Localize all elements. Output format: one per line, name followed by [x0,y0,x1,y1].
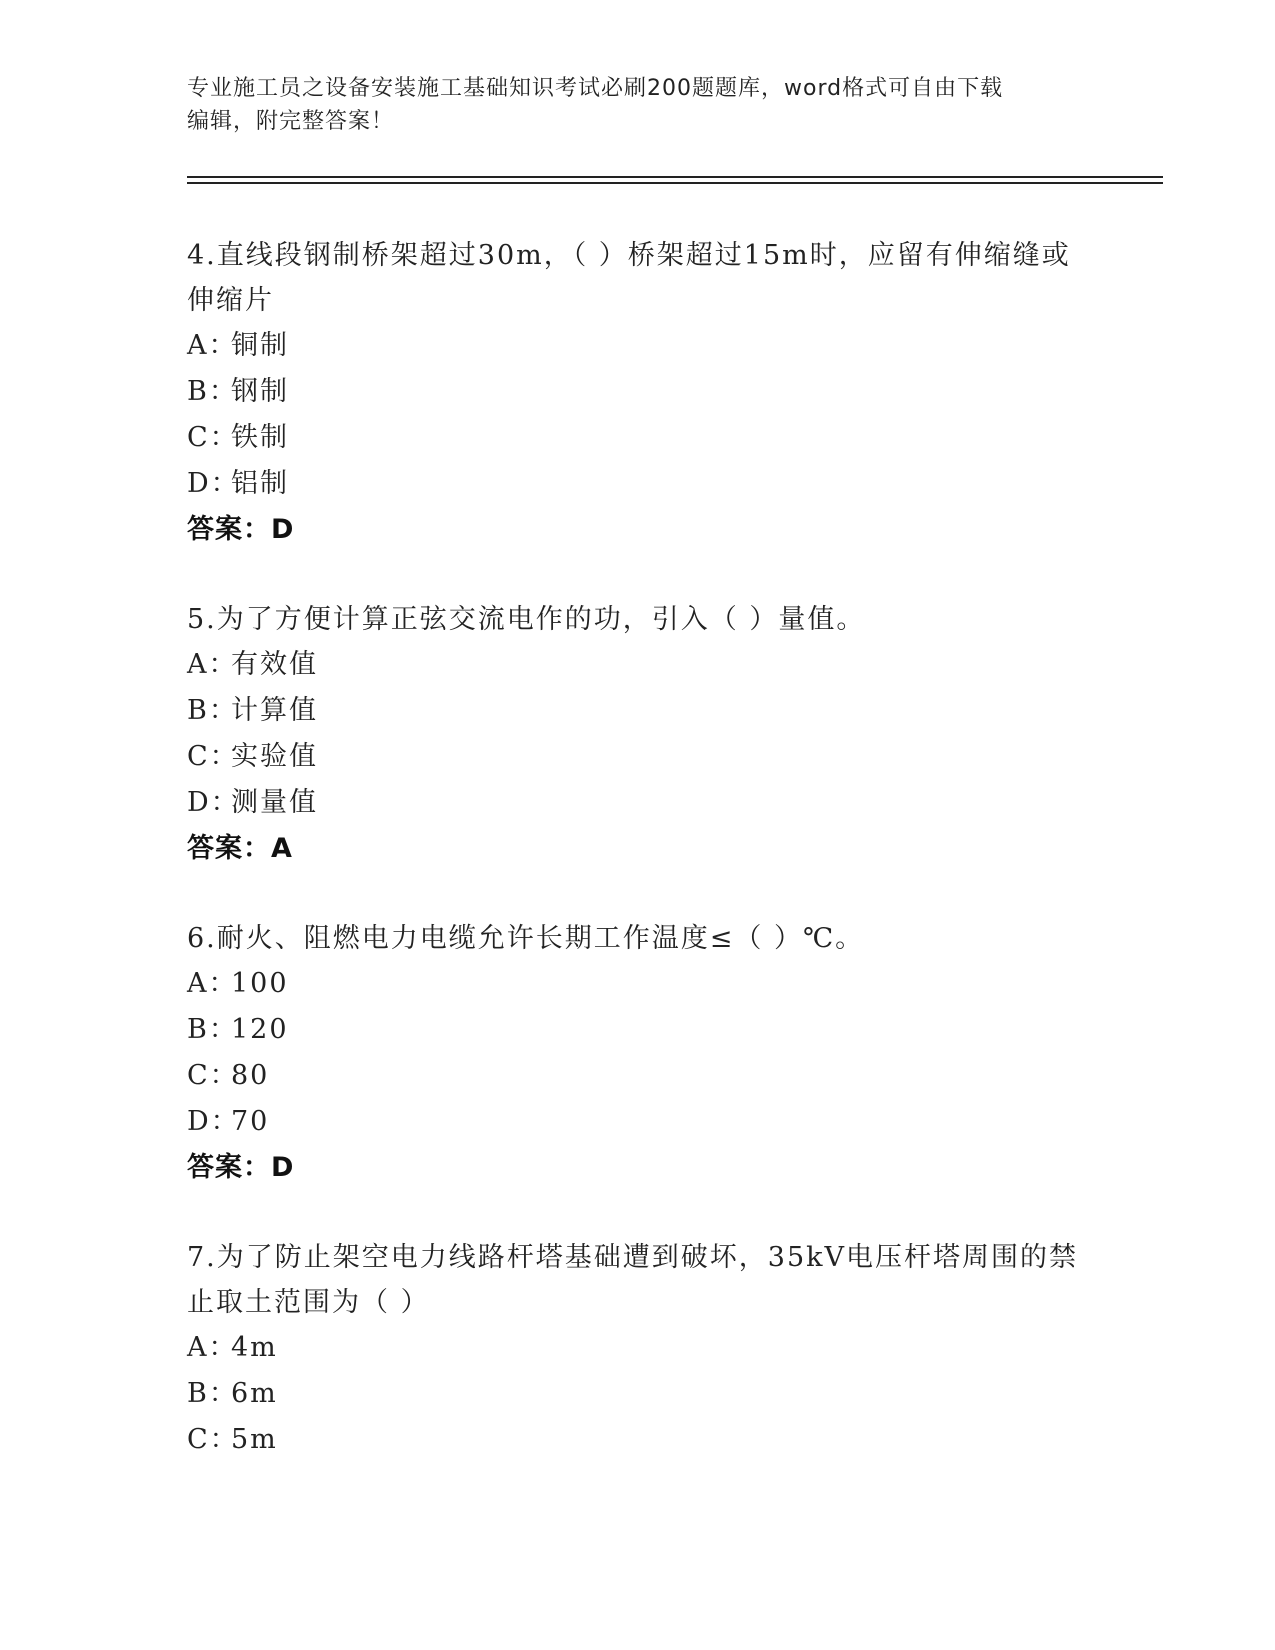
option-b [187,688,1087,734]
option-c [187,734,1087,780]
option-text: 铝制 [231,468,289,499]
option-key: D： [187,468,240,499]
question-stem-line: 4.直线段钢制桥架超过30m，（ ）桥架超过15m时，应留有伸缩缝或 [187,240,1071,271]
option-text: 有效值 [231,649,318,680]
question-stem-line: 止取土范围为（ ） [187,1287,430,1318]
question-list [187,233,1087,1507]
option-key: C： [187,741,239,772]
option-text: 4m [231,1332,278,1363]
option-key: B： [187,695,238,726]
question-stem-line: 伸缩片 [187,285,274,316]
question-item [187,1235,1087,1463]
option-b [187,1007,1087,1053]
option-text: 80 [231,1060,270,1091]
option-key: C： [187,422,239,453]
option-text: 计算值 [231,695,318,726]
header-line-1: 专业施工员之设备安装施工基础知识考试必刷200题题库，word格式可自由下载 [187,76,1004,101]
option-a [187,961,1087,1007]
option-c [187,1417,1087,1463]
option-text: 5m [231,1424,278,1455]
option-key: C： [187,1424,239,1455]
option-text: 100 [231,968,289,999]
question-stem [187,233,1087,323]
question-item [187,233,1087,553]
answer-line: 答案：A [187,833,293,864]
answer-line: 答案：D [187,1152,295,1183]
option-c [187,415,1087,461]
option-text: 铜制 [231,330,289,361]
option-b [187,1371,1087,1417]
document-header [187,72,1067,138]
question-stem-line: 7.为了防止架空电力线路杆塔基础遭到破坏，35kV电压杆塔周围的禁 [187,1242,1078,1273]
header-divider-bottom [187,182,1163,184]
option-b [187,369,1087,415]
option-d [187,780,1087,826]
option-key: D： [187,1106,240,1137]
option-key: B： [187,1378,238,1409]
option-d [187,1099,1087,1145]
question-item [187,916,1087,1191]
header-divider-top [187,176,1163,178]
option-a [187,642,1087,688]
question-item [187,597,1087,872]
option-text: 6m [231,1378,278,1409]
option-key: A： [187,649,238,680]
option-text: 铁制 [231,422,289,453]
option-key: A： [187,330,238,361]
question-stem [187,597,1087,642]
option-key: B： [187,376,238,407]
option-key: C： [187,1060,239,1091]
option-text: 测量值 [231,787,318,818]
question-stem-line: 5.为了方便计算正弦交流电作的功，引入（ ）量值。 [187,604,866,635]
option-text: 70 [231,1106,270,1137]
question-stem [187,1235,1087,1325]
option-a [187,323,1087,369]
option-a [187,1325,1087,1371]
answer-line: 答案：D [187,514,295,545]
option-key: A： [187,968,238,999]
option-text: 钢制 [231,376,289,407]
option-key: A： [187,1332,238,1363]
question-stem-line: 6.耐火、阻燃电力电缆允许长期工作温度≤（ ）℃。 [187,923,865,954]
question-stem [187,916,1087,961]
option-text: 120 [231,1014,289,1045]
option-d [187,461,1087,507]
option-text: 实验值 [231,741,318,772]
option-c [187,1053,1087,1099]
option-key: D： [187,787,240,818]
option-key: B： [187,1014,238,1045]
header-line-2: 编辑，附完整答案！ [187,109,395,134]
